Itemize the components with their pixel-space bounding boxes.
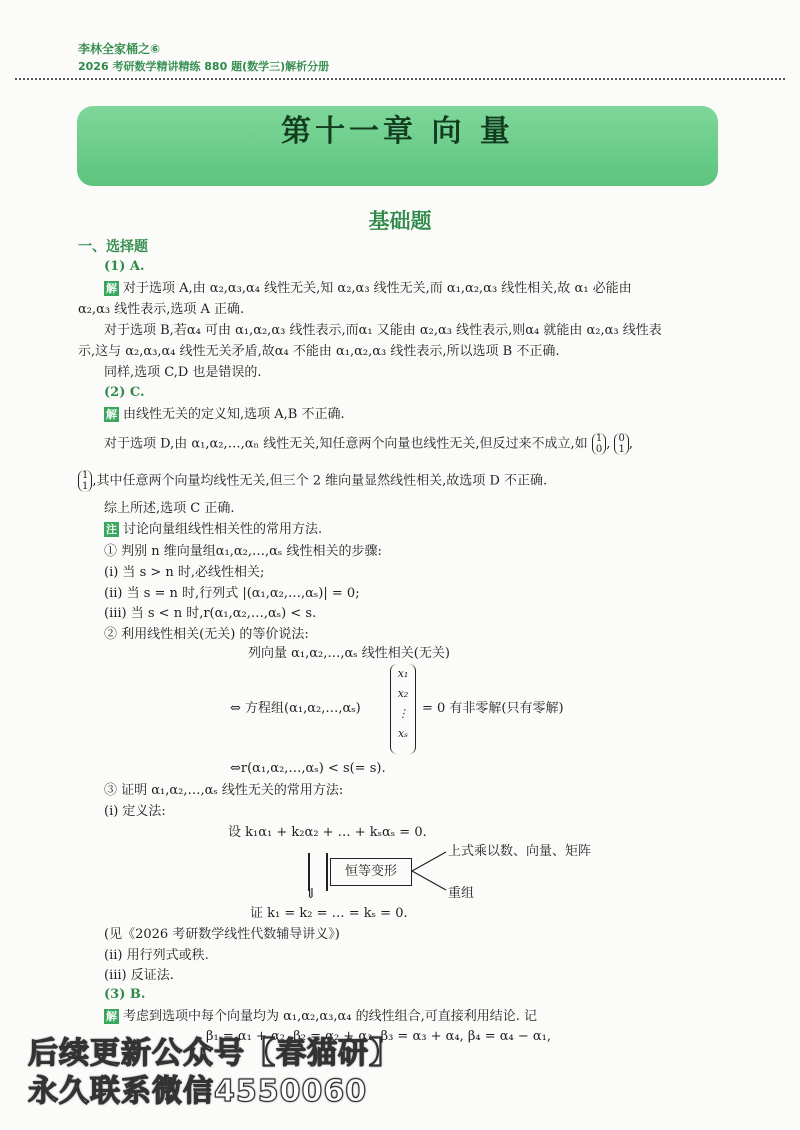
text-line: 对于选项 D,由 α₁,α₂,…,αₙ 线性无关,知任意两个向量也线性无关,但反过来不成立,如 1 0 , 0 1 ,	[104, 433, 633, 455]
text-line: 对于选项 B,若α₄ 可由 α₁,α₂,α₃ 线性表示,而α₁ 又能由 α₂,α₃ 线性表示,则α₄ 就能由 α₂,α₃ 线性表	[104, 323, 662, 338]
matrix-2	[614, 433, 628, 455]
matrix-entry: 1	[82, 470, 89, 481]
text-line: ⇔r(α₁,α₂,…,αₛ) < s(= s).	[230, 761, 386, 776]
section-heading: 一、选择题	[78, 239, 148, 255]
text-line: ⇔ 方程组(α₁,α₂,…,αₛ)	[230, 701, 361, 716]
text-line: 由线性无关的定义知,选项 A,B 不正确.	[123, 407, 345, 422]
text-line: (见《2026 考研数学线性代数辅导讲义》)	[104, 927, 340, 942]
text-line: 示,这与 α₂,α₃,α₄ 线性无关矛盾,故α₄ 不能由 α₁,α₂,α₃ 线性表示,所以选项 B 不正确.	[78, 344, 560, 359]
text-line: 证 k₁ = k₂ = … = kₛ = 0.	[250, 906, 408, 921]
down-arrow-icon: ⇓	[305, 886, 317, 902]
chapter-banner	[77, 106, 718, 186]
solution-line	[104, 1008, 537, 1026]
text-line: 上式乘以数、向量、矩阵	[448, 844, 592, 859]
answer-3: (3) B.	[104, 987, 146, 1002]
vector-x	[390, 664, 416, 754]
text-line: 综上所述,选项 C 正确.	[104, 501, 235, 516]
text-line: 讨论向量组线性相关性的常用方法.	[123, 522, 323, 537]
solution-line	[104, 406, 345, 424]
matrix-1	[592, 433, 606, 455]
vector-entry: x₂	[397, 687, 409, 700]
vector-entry: xₛ	[398, 727, 408, 740]
text-line: (ⅲ) 当 s < n 时,r(α₁,α₂,…,αₛ) < s.	[104, 606, 317, 621]
text-line: 考虑到选项中每个向量均为 α₁,α₂,α₃,α₄ 的线性组合,可直接利用结论. 记	[123, 1009, 538, 1024]
chapter-title: 第十一章 向 量	[281, 114, 514, 149]
text-line: (ⅱ) 当 s = n 时,行列式 |(α₁,α₂,…,αₛ)| = 0;	[104, 586, 360, 601]
solution-tag: 解	[106, 1010, 117, 1023]
matrix-entry: 0	[595, 444, 603, 455]
text-line: β₁ = α₁ + α₂, β₂ = α₂ + α₃, β₃ = α₃ + α₄, β₄ = α₄ − α₁,	[206, 1029, 552, 1044]
text-line: α₂,α₃ 线性表示,选项 A 正确.	[78, 302, 245, 317]
header-series: 李林全家桶之⑥	[78, 42, 161, 56]
branch-lines	[410, 848, 450, 894]
solution-tag: 解	[106, 282, 117, 295]
text-line: 对于选项 A,由 α₂,α₃,α₄ 线性无关,知 α₂,α₃ 线性无关,而 α₁,α₂,α₃ 线性相关,故 α₁ 必能由	[123, 281, 632, 296]
text-line: 设 k₁α₁ + k₂α₂ + … + kₛαₛ = 0.	[228, 825, 427, 840]
text-line: (ⅱ) 用行列式或秩.	[104, 948, 209, 963]
matrix-entry: 1	[82, 481, 89, 492]
text-line: ③ 证明 α₁,α₂,…,αₛ 线性无关的常用方法:	[104, 783, 344, 798]
text-line: (ⅲ) 反证法.	[104, 968, 174, 983]
solution-line	[104, 280, 632, 298]
matrix-entry: 0	[618, 433, 625, 444]
text-line: 列向量 α₁,α₂,…,αₛ 线性相关(无关)	[248, 646, 450, 661]
matrix-3	[78, 470, 92, 492]
text-line: = 0 有非零解(只有零解)	[422, 701, 564, 716]
header-divider	[15, 78, 785, 80]
text-line: ① 判别 n 维向量组α₁,α₂,…,αₛ 线性相关的步骤:	[104, 544, 382, 559]
section-subtitle: 基础题	[368, 209, 432, 233]
text-line: 同样,选项 C,D 也是错误的.	[104, 365, 262, 380]
header-book-title: 2026 考研数学精讲精练 880 题(数学三)解析分册	[78, 60, 330, 73]
matrix-entry: 1	[618, 444, 625, 455]
transform-box: 恒等变形	[330, 858, 412, 886]
note-tag: 注	[106, 523, 117, 536]
vector-entry: ⋮	[397, 707, 409, 720]
matrix-entry: 1	[595, 433, 603, 444]
text-line: 对于选项 D,由 α₁,α₂,…,αₙ 线性无关,知任意两个向量也线性无关,但反过来不成立,如	[104, 436, 588, 452]
watermark-line-1: 后续更新公众号【春猫研】	[28, 1036, 400, 1071]
text-line: (ⅰ) 定义法:	[104, 804, 166, 819]
text-line: (ⅰ) 当 s > n 时,必线性相关;	[104, 565, 265, 580]
watermark-line-2: 永久联系微信4550060	[28, 1074, 368, 1109]
text-line: ,其中任意两个向量均线性无关,但三个 2 维向量显然线性相关,故选项 D 不正确.	[92, 473, 548, 489]
note-line	[104, 521, 322, 539]
answer-2: (2) C.	[104, 385, 145, 400]
vector-entry: x₁	[397, 667, 409, 680]
solution-tag: 解	[106, 408, 117, 421]
text-line	[78, 470, 547, 492]
text-line: ② 利用线性相关(无关) 的等价说法:	[104, 627, 309, 642]
text-line: 重组	[448, 886, 475, 901]
answer-1: (1) A.	[104, 259, 145, 274]
